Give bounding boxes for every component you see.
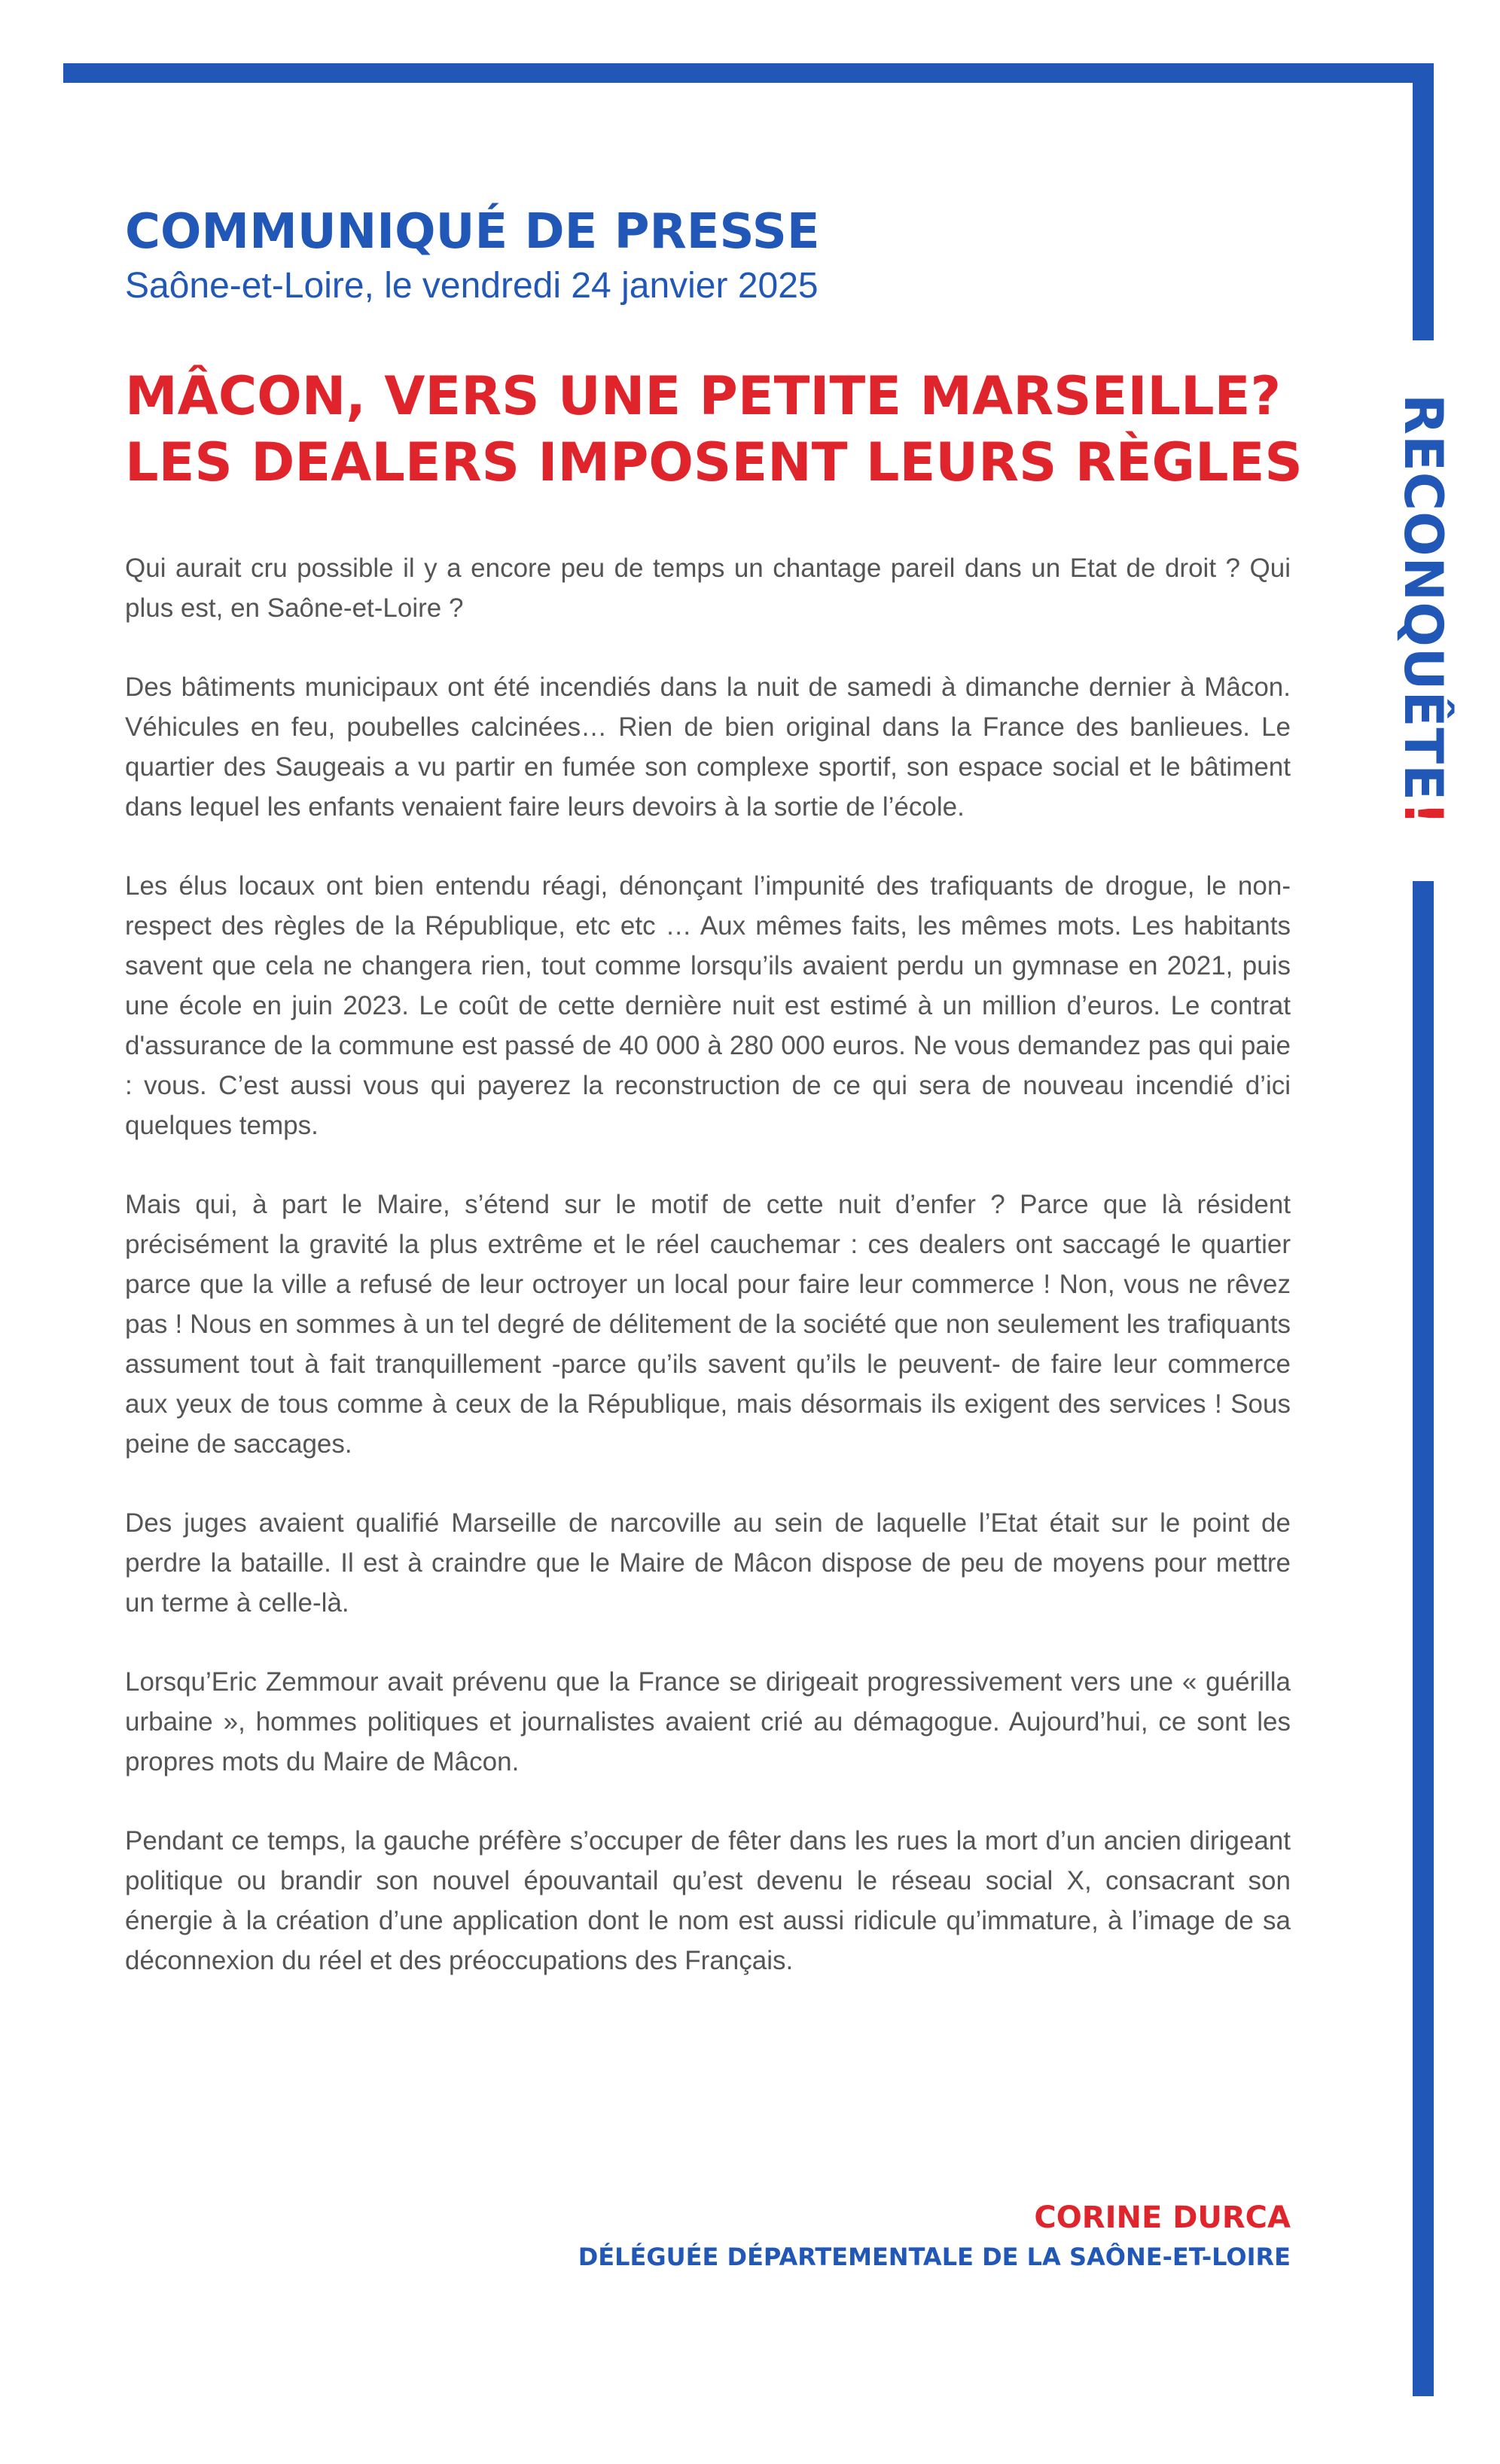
- signatory-title: DÉLÉGUÉE DÉPARTEMENTALE DE LA SAÔNE-ET-LOIRE: [578, 2243, 1291, 2271]
- brand-logo: [1392, 394, 1454, 826]
- paragraph: Lorsqu’Eric Zemmour avait prévenu que la France se dirigeait progressivement vers une « guérilla urbaine », hommes politiques et journalistes avaient crié au démagogue. Aujourd’hui, ce sont les propres mots du Maire de Mâcon.: [125, 1667, 1291, 1776]
- paragraph: Des juges avaient qualifié Marseille de narcoville au sein de laquelle l’Etat était sur le point de perdre la bataille. Il est à craindre que le Maire de Mâcon dispose de peu de moyens pour mettre un terme à celle-là.: [125, 1508, 1291, 1618]
- frame-right-bar-upper: [1413, 63, 1434, 340]
- signatory-name: CORINE DURCA: [1034, 2200, 1291, 2235]
- release-date: Saône-et-Loire, le vendredi 24 janvier 2025: [125, 266, 819, 306]
- paragraph: Qui aurait cru possible il y a encore peu de temps un chantage pareil dans un Etat de droit ? Qui plus est, en Saône-et-Loire ?: [125, 553, 1291, 623]
- headline: MÂCON, VERS UNE PETITE MARSEILLE? LES DEALERS IMPOSENT LEURS RÈGLES: [125, 365, 1303, 493]
- release-label: COMMUNIQUÉ DE PRESSE: [125, 204, 820, 260]
- paragraph: Mais qui, à part le Maire, s’étend sur le motif de cette nuit d’enfer ? Parce que là résident précisément la gravité la plus extrême et le réel cauchemar : ces dealers ont saccagé le quartier parce que la ville a refusé de leur octroyer un local pour faire leur commerce ! Non, vous ne rêvez pas ! Nous en sommes à un tel degré de délitement de la société que non seulement les trafiquants assument tout à fait tranquillement -parce qu’ils savent qu’ils le peuvent- de faire leur commerce aux yeux de tous comme à ceux de la République, mais désormais ils exigent des services ! Sous peine de saccages.: [125, 1190, 1291, 1459]
- signature-block: [578, 2197, 1291, 2276]
- paragraph: Les élus locaux ont bien entendu réagi, dénonçant l’impunité des trafiquants de drogue, le non-respect des règles de la République, etc etc … Aux mêmes faits, les mêmes mots. Les habitants savent que cela ne changera rien, tout comme lorsqu’ils avaient perdu un gymnase en 2021, puis une école en juin 2023. Le coût de cette dernière nuit est estimé à un million d’euros. Le contrat d'assurance de la commune est passé de 40 000 à 280 000 euros. Ne vous demandez pas qui paie : vous. C’est aussi vous qui payerez la reconstruction de ce qui sera de nouveau incendié d’ici quelques temps.: [125, 871, 1291, 1140]
- paragraph: Pendant ce temps, la gauche préfère s’occuper de fêter dans les rues la mort d’un ancien dirigeant politique ou brandir son nouvel épouvantail qu’est devenu le réseau social X, consacrant son énergie à la création d’une application dont le nom est aussi ridicule qu’immature, à l’image de sa déconnexion du réel et des préoccupations des Français.: [125, 1826, 1291, 1975]
- paragraph: Des bâtiments municipaux ont été incendiés dans la nuit de samedi à dimanche dernier à Mâcon. Véhicules en feu, poubelles calcinées… Rien de bien original dans la France des banlieues. Le quartier des Saugeais a vu partir en fumée son complexe sportif, son espace social et le bâtiment dans lequel les enfants venaient faire leurs devoirs à la sortie de l’école.: [125, 672, 1291, 822]
- press-release: [125, 202, 1303, 2020]
- brand-exclamation: !: [1392, 800, 1454, 826]
- brand-name: RECONQUÊTE: [1392, 394, 1454, 801]
- frame-right-bar-lower: [1413, 881, 1434, 2396]
- frame-top-bar: [63, 63, 1434, 83]
- body-text: [125, 548, 1291, 1981]
